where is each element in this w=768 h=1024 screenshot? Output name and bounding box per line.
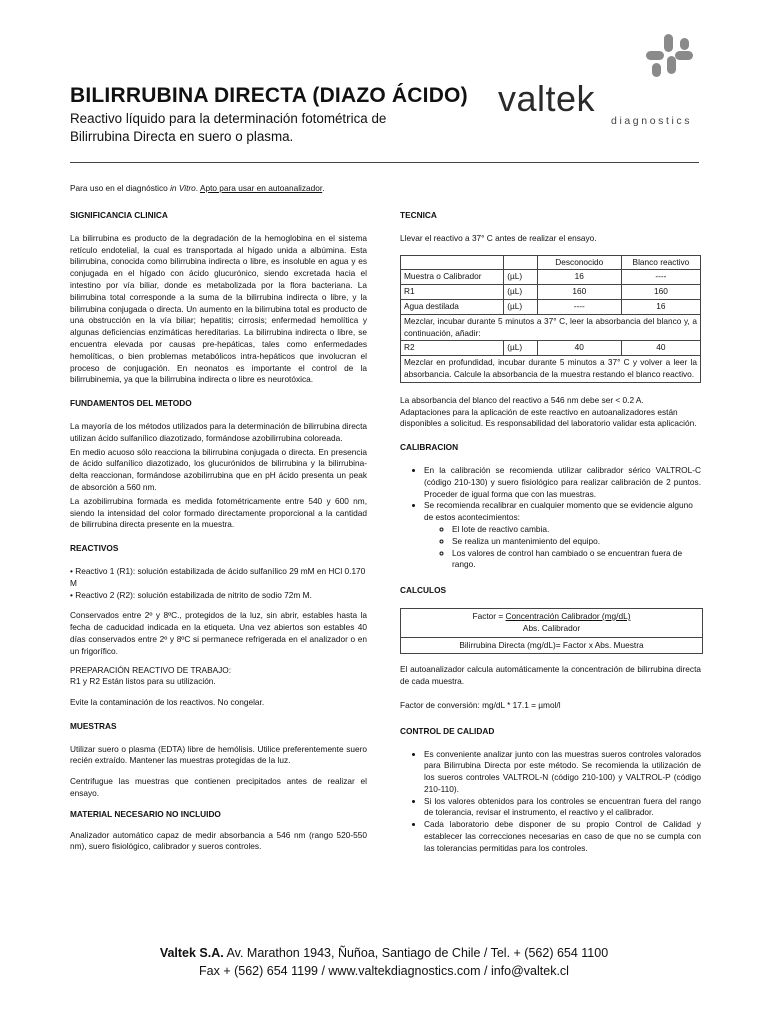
intro-text: Para uso en el diagnóstico: [70, 183, 171, 193]
table-cell-blanco: 40: [621, 341, 700, 356]
list-item: ◦ El lote de reactivo cambia.: [452, 524, 701, 536]
intro-italic: in Vitro: [170, 183, 196, 193]
tecnica-adaptaciones: Adaptaciones para la aplicación de este reactivo en autoanalizadores están disponibles a solicitud. Es responsabilidad del laboratorio validar esta aplicación.: [400, 406, 697, 429]
calibracion-sublist: [424, 524, 701, 571]
section-heading-calibracion: CALIBRACION: [400, 442, 459, 453]
table-cell-unit: (µL): [504, 341, 538, 356]
table-header-desconocido: Desconocido: [537, 255, 621, 270]
table-cell-blanco: 16: [621, 299, 700, 314]
footer-address: [0, 946, 768, 960]
formula-factor: [401, 609, 702, 637]
header-divider: [70, 162, 699, 163]
table-row: [401, 270, 701, 285]
reactivo-1: • Reactivo 1 (R1): solución estabilizada de ácido sulfanílico 29 mM en HCl 0.170 M: [70, 565, 366, 588]
calculos-paragraph: El autoanalizador calcula automáticamente la concentración de bilirrubina directa de cada muestra.: [400, 664, 701, 687]
list-item-text: Se recomienda recalibrar en cualquier momento que se evidencie alguno de estos acontecimientos:: [424, 500, 693, 523]
fundamentos-paragraph-1: La mayoría de los métodos utilizados para la determinación de bilirrubina directa utilizan ácido sulfanílico diazotizado, formándose azobilirrubina coloreada.: [70, 420, 367, 443]
intro-end: .: [322, 183, 325, 193]
table-cell-blanco: ----: [621, 270, 700, 285]
document-title: BILIRRUBINA DIRECTA (DIAZO ÁCIDO): [70, 84, 468, 107]
table-header-blanco: Blanco reactivo: [621, 255, 700, 270]
reactivo-2: • Reactivo 2 (R2): solución estabilizada de nitrito de sodio 72m M.: [70, 589, 312, 600]
section-heading-significancia: SIGNIFICANCIA CLINICA: [70, 210, 168, 220]
material-paragraph: Analizador automático capaz de medir absorbancia a 546 nm (rango 520-550 nm), suero fisiológico, calibrador y sueros controles.: [70, 829, 367, 852]
section-heading-tecnica: TECNICA: [400, 210, 437, 220]
factor-conversion: Factor de conversión: mg/dL * 17.1 = µmol/l: [400, 699, 561, 710]
tecnica-blanco-limite: La absorbancia del blanco del reactivo a 546 nm debe ser < 0.2 A.: [400, 394, 644, 405]
section-heading-muestras: MUESTRAS: [70, 720, 117, 731]
fundamentos-paragraph-3: La azobilirrubina formada es medida fotométricamente entre 540 y 600 nm, siendo la intensidad del color formado directamente proporcional a la cantidad de bilirrubina directa presente en la muestra.: [70, 495, 367, 530]
table-cell-desconocido: 160: [537, 285, 621, 300]
preparacion-heading: PREPARACIÓN REACTIVO DE TRABAJO:: [70, 664, 232, 675]
section-heading-fundamentos: FUNDAMENTOS DEL METODO: [70, 398, 192, 409]
table-cell-desconocido: ----: [537, 299, 621, 314]
calculos-formula-box: [400, 608, 703, 654]
list-item: ◦ Se realiza un mantenimiento del equipo.: [452, 536, 701, 548]
table-cell-label: R2: [401, 341, 504, 356]
table-cell-unit: (µL): [504, 285, 538, 300]
intro-dot: .: [195, 183, 200, 193]
table-cell-instruction: Mezclar en profundidad, incubar durante 5 minutos a 37° C y volver a leer la absorbancia. Calcule la absorbancia de la muestra restando el blanco reactivo.: [401, 356, 701, 383]
fundamentos-paragraph-2: En medio acuoso sólo reacciona la bilirrubina conjugada o directa. En presencia de ácido sulfanílico diazotizado, los glucurónidos de bilirrubina y la bilirrubina-delta reaccionan, formándose azobilirrubina que en pH ácido presenta un peak de absorción a 560 nm.: [70, 446, 367, 492]
intro-line: [70, 183, 370, 195]
table-row: [401, 314, 701, 341]
table-cell-unit: (µL): [504, 270, 538, 285]
left-column: [70, 210, 367, 862]
intro-underlined: Apto para usar en autoanalizador: [199, 183, 323, 193]
muestras-paragraph-2: Centrifugue las muestras que contienen precipitados antes de realizar el ensayo.: [70, 776, 367, 799]
table-row: [401, 341, 701, 356]
muestras-paragraph-1: Utilizar suero o plasma (EDTA) libre de hemólisis. Utilice preferentemente suero recién extraído. Mantener las muestras protegidas de la luz.: [70, 743, 367, 766]
formula-denominator: Abs. Calibrador: [522, 622, 581, 633]
formula-factor-label: Factor =: [472, 610, 506, 621]
table-cell-label: Agua destilada: [401, 299, 504, 314]
table-corner-unit: [504, 255, 538, 270]
list-item: ◦ Los valores de control han cambiado o se encuentran fuera de rango.: [452, 548, 701, 572]
list-item: • Es conveniente analizar junto con las muestras sueros controles valorados para Bilirrubina Directa por este método. Se recomienda la utilización de los sueros controles VALTROL-N (código 210-100) y VALTROL-P (código 210-110).: [424, 749, 701, 796]
list-item: • Si los valores obtenidos para los controles se encuentran fuera del rango de tolerancia, revisar el instrumento, el reactivo y el calibrador.: [424, 796, 701, 820]
valtek-logo-mark-icon: [642, 34, 698, 86]
section-heading-control-calidad: CONTROL DE CALIDAD: [400, 725, 495, 736]
document-subtitle: Reactivo líquido para la determinación fotométrica de Bilirrubina Directa en suero o plasma.: [70, 111, 387, 144]
section-heading-reactivos: REACTIVOS: [70, 543, 119, 554]
evite-text: Evite la contaminación de los reactivos. No congelar.: [70, 697, 265, 708]
logo-wordmark: valtek: [498, 78, 596, 119]
right-column: [400, 210, 701, 863]
table-cell-label: R1: [401, 285, 504, 300]
logo-tagline: diagnostics: [611, 115, 693, 127]
table-row: [401, 285, 701, 300]
section-heading-calculos: CALCULOS: [400, 585, 447, 596]
preparacion-text: R1 y R2 Están listos para su utilización.: [70, 676, 216, 687]
list-item: • En la calibración se recomienda utilizar calibrador sérico VALTROL-C (código 210-130) y suero fisiológico para realizar calibración de 2 puntos. Proceder de igual forma que con las muestras.: [424, 465, 701, 500]
section-heading-material: MATERIAL NECESARIO NO INCLUIDO: [70, 808, 221, 819]
tecnica-paragraph: Llevar el reactivo a 37° C antes de realizar el ensayo.: [400, 232, 597, 243]
footer-contact: Fax + (562) 654 1199 / www.valtekdiagnostics.com / info@valtek.cl: [199, 964, 569, 978]
calibracion-list: [400, 465, 701, 571]
formula-bilirrubina: Bilirrubina Directa (mg/dL)= Factor x Abs. Muestra: [401, 637, 702, 654]
control-calidad-list: [400, 749, 701, 855]
formula-numerator: Concentración Calibrador (mg/dL): [505, 610, 631, 621]
table-cell-label: Muestra o Calibrador: [401, 270, 504, 285]
table-cell-desconocido: 40: [537, 341, 621, 356]
reactivos-conservacion: Conservados entre 2º y 8ºC., protegidos de la luz, sin abrir, estables hasta la fecha de caducidad indicada en la etiqueta. Una vez abiertos son estables 40 días conservados entre 2º y 8ºC si permanece refrigerada en el analizador o en un frigorífico.: [70, 610, 367, 656]
table-cell-blanco: 160: [621, 285, 700, 300]
list-item: [424, 500, 701, 571]
valtek-logo: [498, 34, 698, 130]
table-cell-unit: (µL): [504, 299, 538, 314]
significancia-paragraph: La bilirrubina es producto de la degradación de la hemoglobina en el sistema retículo endotelial, la cual es transportada al hígado unida a albúmina. Esta bilirrubina, conocida como bilirrubina indirecta o libre, es insoluble en agua y es conjugada en el hígado con ácido glucurónico, siendo excretada hacia el intestino por vía biliar, donde es metabolizada por la flora bacteriana. La bilirrubina total corresponde a la suma de la bilirrubina indirecta o libre, y la bilirrubina conjugada o directa. Un aumento en la bilirrubina total es producto de una obstrucción en la vía biliar; hepatitis; cirrosis; enfermedad hemolítica y algunas deficiencias enzimáticas hereditarias. La bilirrubina indirecta o libre, se encuentra elevada por causas pre-hepáticas, tales como enfermedades hemolíticas, o bien problemas metabólicos intra-hepáticos que involucran el proceso de conjugación. En neonatos es importante el control de la bilirrubinemia, ya que la bilirrubina indirecta o libre es neurotóxica.: [70, 232, 367, 385]
tecnica-table: [400, 255, 701, 383]
table-cell-desconocido: 16: [537, 270, 621, 285]
table-cell-instruction: Mezclar, incubar durante 5 minutos a 37° C, leer la absorbancia del blanco y, a continuación, añadir:: [401, 314, 701, 341]
table-row: [401, 356, 701, 383]
list-item: • Cada laboratorio debe disponer de su propio Control de Calidad y establecer las correcciones necesarias en caso de que no se cumpla con las tolerancias permitidas para los controles.: [424, 819, 701, 854]
footer-address-text: Av. Marathon 1943, Ñuñoa, Santiago de Chile / Tel. + (562) 654 1100: [223, 946, 609, 960]
table-corner: [401, 255, 504, 270]
footer-company: Valtek S.A.: [159, 946, 224, 960]
table-row: [401, 299, 701, 314]
